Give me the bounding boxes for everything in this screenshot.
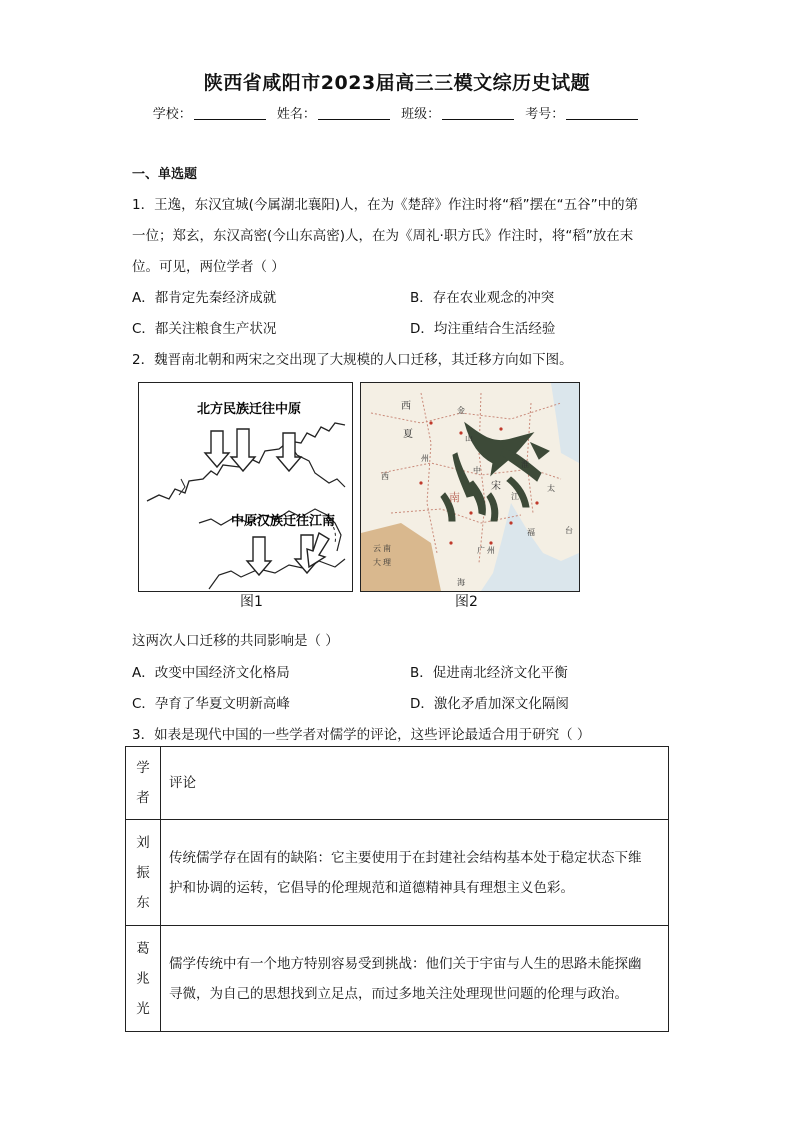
q1-option-b[interactable]: B．存在农业观念的冲突 — [410, 290, 555, 306]
arrow-down-icon — [205, 431, 229, 467]
exam-number-blank — [566, 107, 638, 120]
place-label: 理 — [383, 558, 391, 567]
q1-line-2: 一位；郑玄，东汉高密(今山东高密)人，在为《周礼·职方氏》作注时，将“稻”放在末 — [132, 228, 634, 244]
school-label: 学校： — [152, 107, 192, 122]
place-label: 江 — [511, 492, 519, 501]
arrow-down-icon — [247, 537, 271, 575]
place-label: 海 — [457, 578, 465, 587]
class-label: 班级： — [401, 107, 441, 122]
name-label: 姓名： — [276, 107, 316, 122]
place-label: 淮 — [521, 460, 529, 469]
table-row — [126, 926, 669, 1032]
q1-option-c[interactable]: C．都关注粮食生产状况 — [132, 321, 277, 337]
place-label: 金 — [457, 406, 465, 415]
arrow-down-icon — [277, 433, 301, 471]
table-row — [126, 820, 669, 926]
q2-option-a[interactable]: A．改变中国经济文化格局 — [132, 665, 290, 681]
place-label: 中 — [473, 466, 481, 475]
scholar-comment-table — [125, 746, 669, 1032]
q1-line-3: 位。可见，两位学者（ ） — [132, 259, 285, 275]
student-info-line — [0, 103, 794, 122]
page-title: 陕西省咸阳市2023届高三三模文综历史试题 — [203, 72, 591, 94]
place-label: 南 — [449, 491, 460, 504]
q2-prompt: 这两次人口迁移的共同影响是（ ） — [132, 633, 339, 649]
class-blank — [442, 107, 514, 120]
arrows-north-group — [205, 429, 301, 471]
figure-2-map — [360, 382, 580, 592]
q1-option-d[interactable]: D．均注重结合生活经验 — [410, 321, 556, 337]
place-label: 州 — [487, 546, 495, 555]
table-header-row — [126, 747, 669, 820]
place-label: 太 — [547, 484, 555, 493]
figure-2-caption: 图2 — [455, 594, 478, 610]
place-label: 西 — [401, 401, 411, 412]
comment-cell: 传统儒学存在固有的缺陷：它主要使用于在封建社会结构基本处于稳定状态下维 护和协调的运转，它倡导的伦理规范和道德精神具有理想主义色彩。 — [161, 820, 669, 926]
place-label: 大 — [373, 558, 381, 567]
coastline-south — [209, 559, 345, 589]
header-scholar-cell: 学 者 — [126, 747, 161, 820]
shandong-coast — [289, 443, 345, 487]
place-label: 山 — [465, 434, 473, 443]
figure-1-svg — [139, 383, 352, 591]
figure-1-map — [138, 382, 353, 592]
header-comment-cell: 评论 — [161, 747, 669, 820]
figure-1-caption: 图1 — [240, 594, 263, 610]
q2-option-b[interactable]: B．促进南北经济文化平衡 — [410, 665, 568, 681]
scholar-cell: 葛 兆 光 — [126, 926, 161, 1032]
place-label: 南 — [383, 544, 391, 553]
fig1-label-bottom: 中原汉族迁往江南 — [231, 514, 336, 529]
q1-option-a[interactable]: A．都肯定先秦经济成就 — [132, 290, 277, 306]
place-label: 宋 — [491, 481, 501, 492]
scholar-cell: 刘 振 东 — [126, 820, 161, 926]
place-label: 云 — [373, 544, 381, 553]
section-heading: 一、单选题 — [132, 167, 198, 182]
comment-cell: 儒学传统中有一个地方特别容易受到挑战：他们关于宇宙与人生的思路未能探幽 寻微，为自己的思想找到立足点，而过多地关注处理现世问题的伦理与政治。 — [161, 926, 669, 1032]
name-blank — [318, 107, 390, 120]
figure-2-svg — [361, 383, 579, 591]
school-blank — [194, 107, 266, 120]
fig1-label-top: 北方民族迁往中原 — [197, 402, 302, 417]
arrow-down-icon — [231, 429, 255, 471]
place-label: 州 — [421, 454, 429, 463]
q2-option-c[interactable]: C．孕育了华夏文明新高峰 — [132, 696, 290, 712]
place-label: 台 — [565, 526, 573, 535]
q3-stem: 3．如表是现代中国的一些学者对儒学的评论，这些评论最适合用于研究（ ） — [132, 727, 591, 743]
place-label: 广 — [477, 546, 485, 555]
exam-number-label: 考号： — [525, 107, 565, 122]
place-label: 西 — [381, 472, 389, 481]
q2-stem: 2．魏晋南北朝和两宋之交出现了大规模的人口迁移，其迁移方向如下图。 — [132, 352, 573, 368]
place-label: 夏 — [403, 429, 413, 440]
q1-line-1: 1．王逸，东汉宜城(今属湖北襄阳)人，在为《楚辞》作注时将“稻”摆在“五谷”中的第 — [132, 197, 639, 213]
q2-option-d[interactable]: D．激化矛盾加深文化隔阂 — [410, 696, 569, 712]
place-label: 福 — [527, 528, 535, 537]
arrows-south-group — [247, 533, 329, 575]
